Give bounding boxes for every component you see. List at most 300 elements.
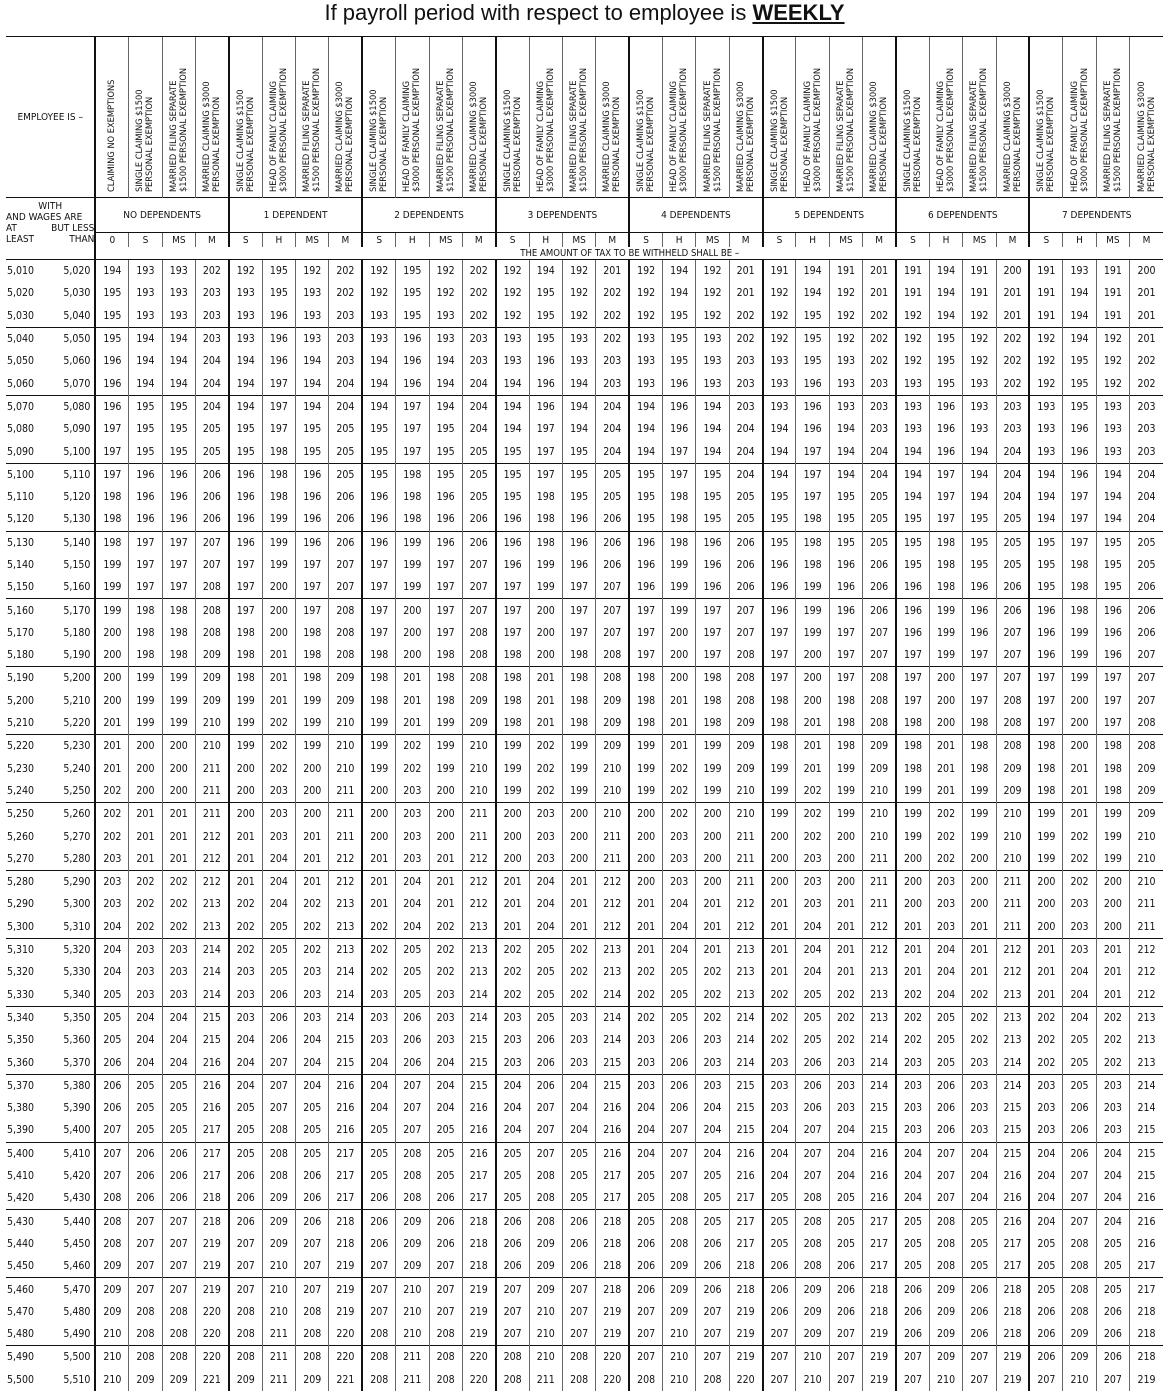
tax-amount: 205 bbox=[429, 1165, 462, 1187]
tax-amount: 207 bbox=[1063, 1210, 1096, 1233]
tax-amount: 203 bbox=[729, 350, 762, 372]
column-label bbox=[829, 37, 862, 198]
wage-at-least: 5,500 bbox=[7, 1373, 35, 1386]
tax-amount: 195 bbox=[429, 440, 462, 463]
tax-amount: 207 bbox=[696, 1301, 729, 1323]
tax-amount: 207 bbox=[95, 1165, 128, 1187]
tax-amount: 196 bbox=[896, 576, 929, 599]
tax-amount: 202 bbox=[396, 758, 429, 780]
tax-amount: 194 bbox=[696, 395, 729, 418]
tax-amount: 203 bbox=[496, 1029, 529, 1051]
tax-amount: 209 bbox=[729, 712, 762, 735]
tax-amount: 214 bbox=[329, 961, 362, 983]
tax-amount: 208 bbox=[863, 667, 896, 690]
tax-amount: 205 bbox=[296, 1119, 329, 1142]
tax-amount: 205 bbox=[729, 486, 762, 508]
tax-amount: 202 bbox=[596, 282, 629, 304]
tax-amount: 214 bbox=[329, 984, 362, 1007]
tax-amount: 198 bbox=[262, 463, 295, 486]
tax-amount: 205 bbox=[829, 1187, 862, 1210]
tax-amount: 206 bbox=[596, 508, 629, 531]
tax-amount: 194 bbox=[829, 463, 862, 486]
tax-amount: 211 bbox=[396, 1369, 429, 1391]
tax-amount: 194 bbox=[629, 440, 662, 463]
tax-amount: 206 bbox=[129, 1165, 162, 1187]
table-row bbox=[6, 1210, 1163, 1233]
tax-amount: 207 bbox=[796, 1119, 829, 1142]
tax-amount: 205 bbox=[1063, 1051, 1096, 1074]
tax-amount: 210 bbox=[729, 780, 762, 803]
tax-amount: 195 bbox=[529, 327, 562, 350]
tax-amount: 206 bbox=[729, 531, 762, 554]
tax-amount: 201 bbox=[863, 282, 896, 304]
tax-amount: 205 bbox=[529, 938, 562, 961]
tax-amount: 194 bbox=[929, 305, 962, 328]
status-code: M bbox=[462, 233, 495, 248]
tax-amount: 203 bbox=[929, 916, 962, 939]
tax-amount: 208 bbox=[863, 712, 896, 735]
tax-amount: 218 bbox=[996, 1323, 1029, 1346]
tax-amount: 209 bbox=[796, 1323, 829, 1346]
tax-amount: 208 bbox=[296, 1346, 329, 1369]
tax-amount: 200 bbox=[696, 871, 729, 894]
tax-amount: 207 bbox=[462, 576, 495, 599]
wage-at-least: 5,270 bbox=[7, 852, 35, 865]
tax-amount: 209 bbox=[1130, 780, 1163, 803]
tax-amount: 200 bbox=[1096, 893, 1129, 915]
tax-amount: 199 bbox=[629, 780, 662, 803]
tax-amount: 192 bbox=[429, 260, 462, 283]
tax-amount: 194 bbox=[963, 440, 996, 463]
tax-amount: 202 bbox=[95, 825, 128, 847]
tax-amount: 209 bbox=[195, 690, 228, 712]
tax-amount: 211 bbox=[329, 825, 362, 847]
tax-amount: 199 bbox=[963, 780, 996, 803]
tax-amount: 202 bbox=[362, 961, 395, 983]
tax-amount: 206 bbox=[396, 1029, 429, 1051]
column-label-text: MARRIED FILING SEPARATE $1500 PERSONAL EXEMPTION bbox=[701, 67, 723, 192]
tax-amount: 212 bbox=[462, 848, 495, 871]
tax-amount: 197 bbox=[896, 644, 929, 667]
status-code: H bbox=[396, 233, 429, 248]
tax-amount: 200 bbox=[929, 712, 962, 735]
tax-amount: 211 bbox=[462, 825, 495, 847]
wage-at-least: 5,320 bbox=[7, 966, 35, 979]
tax-amount: 197 bbox=[496, 576, 529, 599]
tax-amount: 203 bbox=[896, 1074, 929, 1097]
tax-amount: 216 bbox=[195, 1074, 228, 1097]
tax-amount: 209 bbox=[129, 1369, 162, 1391]
tax-amount: 200 bbox=[529, 622, 562, 644]
tax-amount: 200 bbox=[95, 644, 128, 667]
wage-at-least: 5,230 bbox=[7, 762, 35, 775]
tax-amount: 198 bbox=[963, 712, 996, 735]
tax-amount: 208 bbox=[262, 1119, 295, 1142]
wage-less-than: 5,120 bbox=[63, 491, 91, 504]
table-row bbox=[6, 1301, 1163, 1323]
tax-amount: 208 bbox=[462, 644, 495, 667]
tax-amount: 210 bbox=[596, 780, 629, 803]
tax-amount: 202 bbox=[496, 961, 529, 983]
tax-amount: 205 bbox=[562, 1187, 595, 1210]
tax-amount: 220 bbox=[729, 1369, 762, 1391]
tax-amount: 198 bbox=[696, 712, 729, 735]
tax-amount: 206 bbox=[562, 1210, 595, 1233]
tax-amount: 192 bbox=[562, 282, 595, 304]
status-code: H bbox=[796, 233, 829, 248]
tax-amount: 203 bbox=[429, 1029, 462, 1051]
tax-amount: 195 bbox=[663, 327, 696, 350]
tax-amount: 218 bbox=[729, 1255, 762, 1278]
tax-amount: 194 bbox=[629, 418, 662, 440]
tax-amount: 214 bbox=[996, 1074, 1029, 1097]
tax-amount: 209 bbox=[329, 667, 362, 690]
table-row bbox=[6, 508, 1163, 531]
tax-amount: 209 bbox=[195, 667, 228, 690]
tax-amount: 207 bbox=[663, 1119, 696, 1142]
tax-amount: 204 bbox=[296, 1029, 329, 1051]
tax-amount: 204 bbox=[362, 1097, 395, 1119]
tax-amount: 206 bbox=[629, 1278, 662, 1301]
tax-amount: 202 bbox=[996, 327, 1029, 350]
tax-amount: 202 bbox=[462, 260, 495, 283]
tax-amount: 203 bbox=[963, 1074, 996, 1097]
tax-amount: 203 bbox=[229, 961, 262, 983]
tax-amount: 201 bbox=[162, 825, 195, 847]
tax-amount: 196 bbox=[896, 622, 929, 644]
tax-amount: 206 bbox=[1029, 1323, 1062, 1346]
tax-amount: 196 bbox=[496, 508, 529, 531]
tax-amount: 201 bbox=[1096, 961, 1129, 983]
tax-amount: 201 bbox=[262, 644, 295, 667]
tax-amount: 206 bbox=[162, 1187, 195, 1210]
tax-amount: 219 bbox=[863, 1346, 896, 1369]
tax-amount: 207 bbox=[362, 1301, 395, 1323]
tax-amount: 215 bbox=[729, 1074, 762, 1097]
tax-amount: 196 bbox=[963, 622, 996, 644]
tax-amount: 198 bbox=[229, 667, 262, 690]
tax-amount: 194 bbox=[129, 372, 162, 395]
tax-amount: 203 bbox=[229, 984, 262, 1007]
wage-at-least: 5,440 bbox=[7, 1237, 35, 1250]
table-row bbox=[6, 1006, 1163, 1029]
tax-amount: 203 bbox=[329, 350, 362, 372]
tax-amount: 194 bbox=[429, 350, 462, 372]
column-label bbox=[262, 37, 295, 198]
tax-amount: 218 bbox=[1130, 1346, 1163, 1369]
tax-amount: 219 bbox=[729, 1301, 762, 1323]
tax-amount: 207 bbox=[663, 1142, 696, 1165]
tax-amount: 200 bbox=[929, 667, 962, 690]
table-row bbox=[6, 1029, 1163, 1051]
tax-amount: 192 bbox=[629, 305, 662, 328]
tax-amount: 206 bbox=[796, 1074, 829, 1097]
tax-amount: 207 bbox=[429, 1278, 462, 1301]
tax-amount: 207 bbox=[396, 1119, 429, 1142]
tax-amount: 213 bbox=[996, 1029, 1029, 1051]
table-row bbox=[6, 780, 1163, 803]
tax-amount: 197 bbox=[129, 531, 162, 554]
tax-amount: 192 bbox=[1096, 372, 1129, 395]
tax-amount: 205 bbox=[329, 418, 362, 440]
tax-amount: 207 bbox=[1029, 1369, 1062, 1391]
tax-amount: 197 bbox=[529, 463, 562, 486]
tax-amount: 210 bbox=[462, 758, 495, 780]
tax-amount: 207 bbox=[896, 1369, 929, 1391]
tax-amount: 197 bbox=[296, 554, 329, 576]
tax-amount: 206 bbox=[396, 1051, 429, 1074]
tax-amount: 204 bbox=[529, 893, 562, 915]
tax-amount: 204 bbox=[396, 893, 429, 915]
column-label bbox=[95, 37, 128, 198]
tax-amount: 219 bbox=[195, 1233, 228, 1255]
tax-amount: 198 bbox=[763, 690, 796, 712]
tax-amount: 203 bbox=[629, 1074, 662, 1097]
column-label-text: MARRIED CLAIMING $3000 PERSONAL EXEMPTION bbox=[1001, 81, 1023, 192]
tax-amount: 202 bbox=[1063, 825, 1096, 847]
column-label-text: HEAD OF FAMILY CLAIMING $3000 PERSONAL EXEMPTION bbox=[935, 67, 957, 192]
table-row bbox=[6, 1074, 1163, 1097]
tax-amount: 215 bbox=[996, 1097, 1029, 1119]
tax-amount: 199 bbox=[429, 712, 462, 735]
tax-amount: 203 bbox=[262, 825, 295, 847]
tax-amount: 211 bbox=[1130, 893, 1163, 915]
tax-amount: 200 bbox=[129, 735, 162, 758]
tax-amount: 208 bbox=[1130, 735, 1163, 758]
tax-amount: 202 bbox=[296, 893, 329, 915]
tax-amount: 204 bbox=[329, 372, 362, 395]
tax-amount: 206 bbox=[929, 1097, 962, 1119]
tax-amount: 208 bbox=[796, 1255, 829, 1278]
tax-amount: 199 bbox=[562, 758, 595, 780]
tax-amount: 204 bbox=[195, 372, 228, 395]
tax-amount: 196 bbox=[796, 372, 829, 395]
tax-amount: 203 bbox=[1063, 893, 1096, 915]
column-label-text: MARRIED FILING SEPARATE $1500 PERSONAL EXEMPTION bbox=[968, 67, 990, 192]
tax-amount: 214 bbox=[195, 961, 228, 983]
tax-amount: 195 bbox=[296, 440, 329, 463]
tax-amount: 200 bbox=[529, 599, 562, 622]
tax-amount: 202 bbox=[329, 260, 362, 283]
wage-less-than: 5,410 bbox=[51, 1142, 96, 1165]
tax-amount: 202 bbox=[195, 260, 228, 283]
tax-amount: 199 bbox=[696, 758, 729, 780]
tax-amount: 210 bbox=[996, 825, 1029, 847]
tax-amount: 205 bbox=[95, 1029, 128, 1051]
tax-amount: 203 bbox=[329, 305, 362, 328]
tax-amount: 196 bbox=[663, 372, 696, 395]
wage-at-least: 5,070 bbox=[6, 395, 51, 418]
tax-amount: 203 bbox=[796, 893, 829, 915]
tax-amount: 217 bbox=[195, 1119, 228, 1142]
tax-amount: 215 bbox=[729, 1097, 762, 1119]
tax-amount: 204 bbox=[462, 418, 495, 440]
tax-amount: 209 bbox=[95, 1301, 128, 1323]
wage-at-least: 5,400 bbox=[6, 1142, 51, 1165]
tax-amount: 200 bbox=[829, 871, 862, 894]
tax-amount: 203 bbox=[529, 825, 562, 847]
tax-amount: 210 bbox=[262, 1278, 295, 1301]
tax-amount: 195 bbox=[529, 282, 562, 304]
tax-amount: 196 bbox=[929, 440, 962, 463]
column-label-text: HEAD OF FAMILY CLAIMING $3000 PERSONAL EXEMPTION bbox=[668, 67, 690, 192]
tax-amount: 205 bbox=[195, 440, 228, 463]
tax-amount: 201 bbox=[663, 712, 696, 735]
tax-amount: 207 bbox=[262, 1097, 295, 1119]
tax-amount: 200 bbox=[1096, 916, 1129, 939]
tax-amount: 206 bbox=[663, 1097, 696, 1119]
tax-amount: 200 bbox=[696, 848, 729, 871]
tax-amount: 211 bbox=[596, 848, 629, 871]
tax-amount: 203 bbox=[429, 984, 462, 1007]
tax-amount: 206 bbox=[262, 1006, 295, 1029]
tax-amount: 216 bbox=[329, 1097, 362, 1119]
tax-amount: 205 bbox=[996, 531, 1029, 554]
tax-amount: 196 bbox=[362, 508, 395, 531]
wage-less-than: 5,180 bbox=[63, 626, 91, 639]
tax-amount: 203 bbox=[763, 1051, 796, 1074]
tax-amount: 208 bbox=[162, 1301, 195, 1323]
tax-amount: 219 bbox=[329, 1255, 362, 1278]
tax-amount: 198 bbox=[629, 690, 662, 712]
tax-amount: 202 bbox=[829, 984, 862, 1007]
tax-amount: 214 bbox=[462, 1006, 495, 1029]
wage-at-least: 5,060 bbox=[7, 377, 35, 390]
tax-amount: 210 bbox=[996, 803, 1029, 826]
tax-amount: 218 bbox=[195, 1187, 228, 1210]
tax-amount: 200 bbox=[129, 758, 162, 780]
tax-amount: 210 bbox=[863, 825, 896, 847]
tax-amount: 199 bbox=[663, 554, 696, 576]
tax-amount: 199 bbox=[229, 735, 262, 758]
tax-amount: 219 bbox=[996, 1369, 1029, 1391]
tax-amount: 197 bbox=[429, 599, 462, 622]
tax-amount: 209 bbox=[596, 712, 629, 735]
tax-amount: 200 bbox=[562, 803, 595, 826]
tax-amount: 203 bbox=[95, 893, 128, 915]
tax-amount: 204 bbox=[763, 1142, 796, 1165]
tax-amount: 208 bbox=[396, 1142, 429, 1165]
tax-amount: 192 bbox=[829, 282, 862, 304]
tax-amount: 197 bbox=[162, 531, 195, 554]
tax-amount: 198 bbox=[562, 644, 595, 667]
tax-amount: 215 bbox=[1130, 1119, 1163, 1142]
tax-amount: 195 bbox=[796, 350, 829, 372]
tax-amount: 195 bbox=[95, 327, 128, 350]
tax-amount: 207 bbox=[162, 1278, 195, 1301]
wage-at-least: 5,290 bbox=[7, 898, 35, 911]
column-label bbox=[929, 37, 962, 198]
wage-less-than: 5,470 bbox=[51, 1278, 96, 1301]
tax-amount: 191 bbox=[1096, 305, 1129, 328]
tax-amount: 194 bbox=[496, 418, 529, 440]
tax-amount: 204 bbox=[896, 1187, 929, 1210]
tax-amount: 202 bbox=[529, 780, 562, 803]
tax-amount: 191 bbox=[829, 260, 862, 283]
tax-amount: 196 bbox=[1063, 440, 1096, 463]
tax-amount: 196 bbox=[496, 531, 529, 554]
wage-less-than: 5,260 bbox=[51, 803, 96, 826]
tax-amount: 198 bbox=[829, 735, 862, 758]
tax-amount: 192 bbox=[496, 282, 529, 304]
tax-amount: 210 bbox=[462, 780, 495, 803]
tax-amount: 197 bbox=[562, 622, 595, 644]
tax-amount: 208 bbox=[362, 1346, 395, 1369]
tax-amount: 205 bbox=[796, 1029, 829, 1051]
tax-amount: 207 bbox=[229, 1255, 262, 1278]
tax-amount: 198 bbox=[262, 486, 295, 508]
tax-amount: 208 bbox=[1063, 1301, 1096, 1323]
tax-amount: 203 bbox=[462, 327, 495, 350]
tax-amount: 203 bbox=[763, 1097, 796, 1119]
tax-amount: 196 bbox=[229, 508, 262, 531]
tax-amount: 197 bbox=[429, 554, 462, 576]
tax-amount: 205 bbox=[1096, 1255, 1129, 1278]
tax-amount: 199 bbox=[529, 554, 562, 576]
tax-amount: 207 bbox=[296, 1278, 329, 1301]
status-code: S bbox=[362, 233, 395, 248]
tax-amount: 196 bbox=[429, 531, 462, 554]
status-code: MS bbox=[829, 233, 862, 248]
tax-amount: 198 bbox=[629, 667, 662, 690]
status-code: S bbox=[896, 233, 929, 248]
tax-amount: 219 bbox=[329, 1301, 362, 1323]
tax-amount: 193 bbox=[896, 395, 929, 418]
tax-amount: 193 bbox=[1029, 395, 1062, 418]
tax-amount: 199 bbox=[129, 667, 162, 690]
tax-amount: 193 bbox=[629, 350, 662, 372]
tax-amount: 204 bbox=[262, 871, 295, 894]
tax-amount: 205 bbox=[996, 508, 1029, 531]
tax-amount: 205 bbox=[396, 938, 429, 961]
tax-amount: 205 bbox=[929, 1051, 962, 1074]
column-label-text: HEAD OF FAMILY CLAIMING $3000 PERSONAL EXEMPTION bbox=[267, 67, 289, 192]
tax-amount: 203 bbox=[1130, 418, 1163, 440]
tax-amount: 201 bbox=[963, 938, 996, 961]
tax-amount: 196 bbox=[1096, 599, 1129, 622]
tax-amount: 201 bbox=[829, 916, 862, 939]
tax-amount: 205 bbox=[963, 1210, 996, 1233]
tax-amount: 204 bbox=[262, 848, 295, 871]
status-code: H bbox=[929, 233, 962, 248]
tax-amount: 207 bbox=[996, 622, 1029, 644]
table-row bbox=[6, 1233, 1163, 1255]
tax-amount: 198 bbox=[829, 690, 862, 712]
tax-amount: 200 bbox=[696, 803, 729, 826]
tax-amount: 209 bbox=[863, 735, 896, 758]
tax-amount: 195 bbox=[496, 463, 529, 486]
tax-amount: 204 bbox=[1029, 1165, 1062, 1187]
wage-at-least: 5,340 bbox=[6, 1006, 51, 1029]
tax-amount: 220 bbox=[329, 1323, 362, 1346]
tax-amount: 213 bbox=[1130, 1006, 1163, 1029]
tax-amount: 199 bbox=[963, 825, 996, 847]
wage-less-than: 5,060 bbox=[63, 355, 91, 368]
tax-amount: 201 bbox=[229, 871, 262, 894]
tax-amount: 208 bbox=[663, 1210, 696, 1233]
tax-amount: 221 bbox=[329, 1369, 362, 1391]
tax-amount: 216 bbox=[863, 1165, 896, 1187]
tax-amount: 204 bbox=[996, 463, 1029, 486]
tax-amount: 201 bbox=[796, 758, 829, 780]
tax-amount: 202 bbox=[362, 938, 395, 961]
tax-amount: 214 bbox=[596, 1029, 629, 1051]
tax-amount: 205 bbox=[763, 1210, 796, 1233]
tax-amount: 209 bbox=[929, 1323, 962, 1346]
tax-amount: 202 bbox=[462, 305, 495, 328]
column-label-text: SINGLE CLAIMING $1500 PERSONAL EXEMPTION bbox=[901, 89, 923, 192]
tax-amount: 200 bbox=[629, 825, 662, 847]
